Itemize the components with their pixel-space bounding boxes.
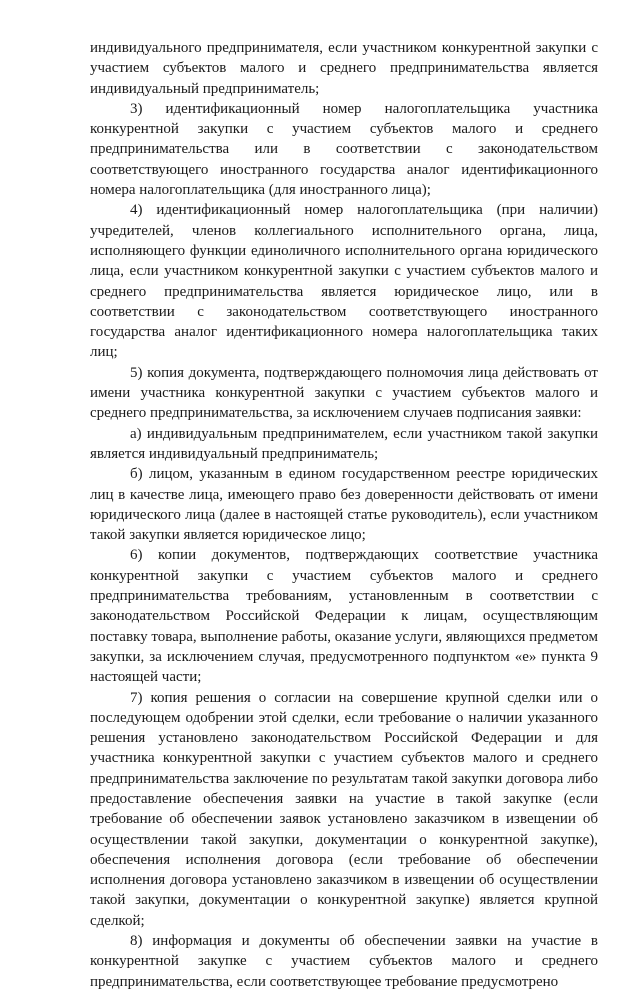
paragraph-item-4: 4) идентификационный номер налогоплательщика (при наличии) учредителей, членов коллегиального исполнительного органа, лица, исполняющего функции единоличного исполнительного органа юридического лица, если участником конкурентной закупки с участием субъектов малого и среднего предпринимательства является юридическое лицо, или в соответствии с законодательством соответствующего иностранного государства аналог идентификационного номера налогоплательщика таких лиц;: [90, 202, 598, 361]
paragraph-item-5a: а) индивидуальным предпринимателем, если участником такой закупки является индивидуальный предприниматель;: [90, 425, 598, 462]
paragraph-item-5: 5) копия документа, подтверждающего полномочия лица действовать от имени участника конкурентной закупки с участием субъектов малого и среднего предпринимательства, за исключением случаев подписания заявки:: [90, 364, 598, 422]
paragraph-item-6: 6) копии документов, подтверждающих соответствие участника конкурентной закупки с участием субъектов малого и среднего предпринимательства требованиям, установленным в соответствии с законодательством Российской Федерации к лицам, осуществляющим поставку товара, выполнение работы, оказание услуги, являющихся предметом закупки, за исключением случая, предусмотренного подпунктом «е» пункта 9 настоящей части;: [90, 547, 599, 686]
paragraph-item-3: 3) идентификационный номер налогоплательщика участника конкурентной закупки с участием субъектов малого и среднего предпринимательства или в соответствии с законодательством соответствующего иностранного государства аналог идентификационного номера налогоплательщика (для иностранного лица);: [90, 100, 598, 199]
paragraph-item-8: 8) информация и документы об обеспечении заявки на участие в конкурентной закупке с участием субъектов малого и среднего предпринимательства, если соответствующее требование предусмотрено: [90, 933, 598, 990]
paragraph-item-7: 7) копия решения о согласии на совершение крупной сделки или о последующем одобрении этой сделки, если требование о наличии указанного решения установлено законодательством Российской Федерации и для участника конкурентной закупки с участием субъектов малого и среднего предпринимательства заключение по результатам такой закупки договора либо предоставление обеспечения заявки на участие в такой закупке (если требование об обеспечении заявок установлено заказчиком в извещении об осуществлении такой закупки, документации о конкурентной закупке), обеспечения исполнения договора (если требование об обеспечении исполнения договора установлено заказчиком в извещении об осуществлении такой закупки, документации о конкурентной закупке) является крупной сделкой;: [90, 689, 598, 929]
paragraph-item-5b: б) лицом, указанным в едином государственном реестре юридических лиц в качестве лица, имеющего право без доверенности действовать от имени юридического лица (далее в настоящей статье руководитель), если участником такой закупки является юридическое лицо;: [90, 466, 598, 544]
document-page: [90, 38, 598, 992]
paragraph-continuation: индивидуального предпринимателя, если участником конкурентной закупки с участием субъектов малого и среднего предпринимательства является индивидуальный предприниматель;: [90, 40, 598, 97]
